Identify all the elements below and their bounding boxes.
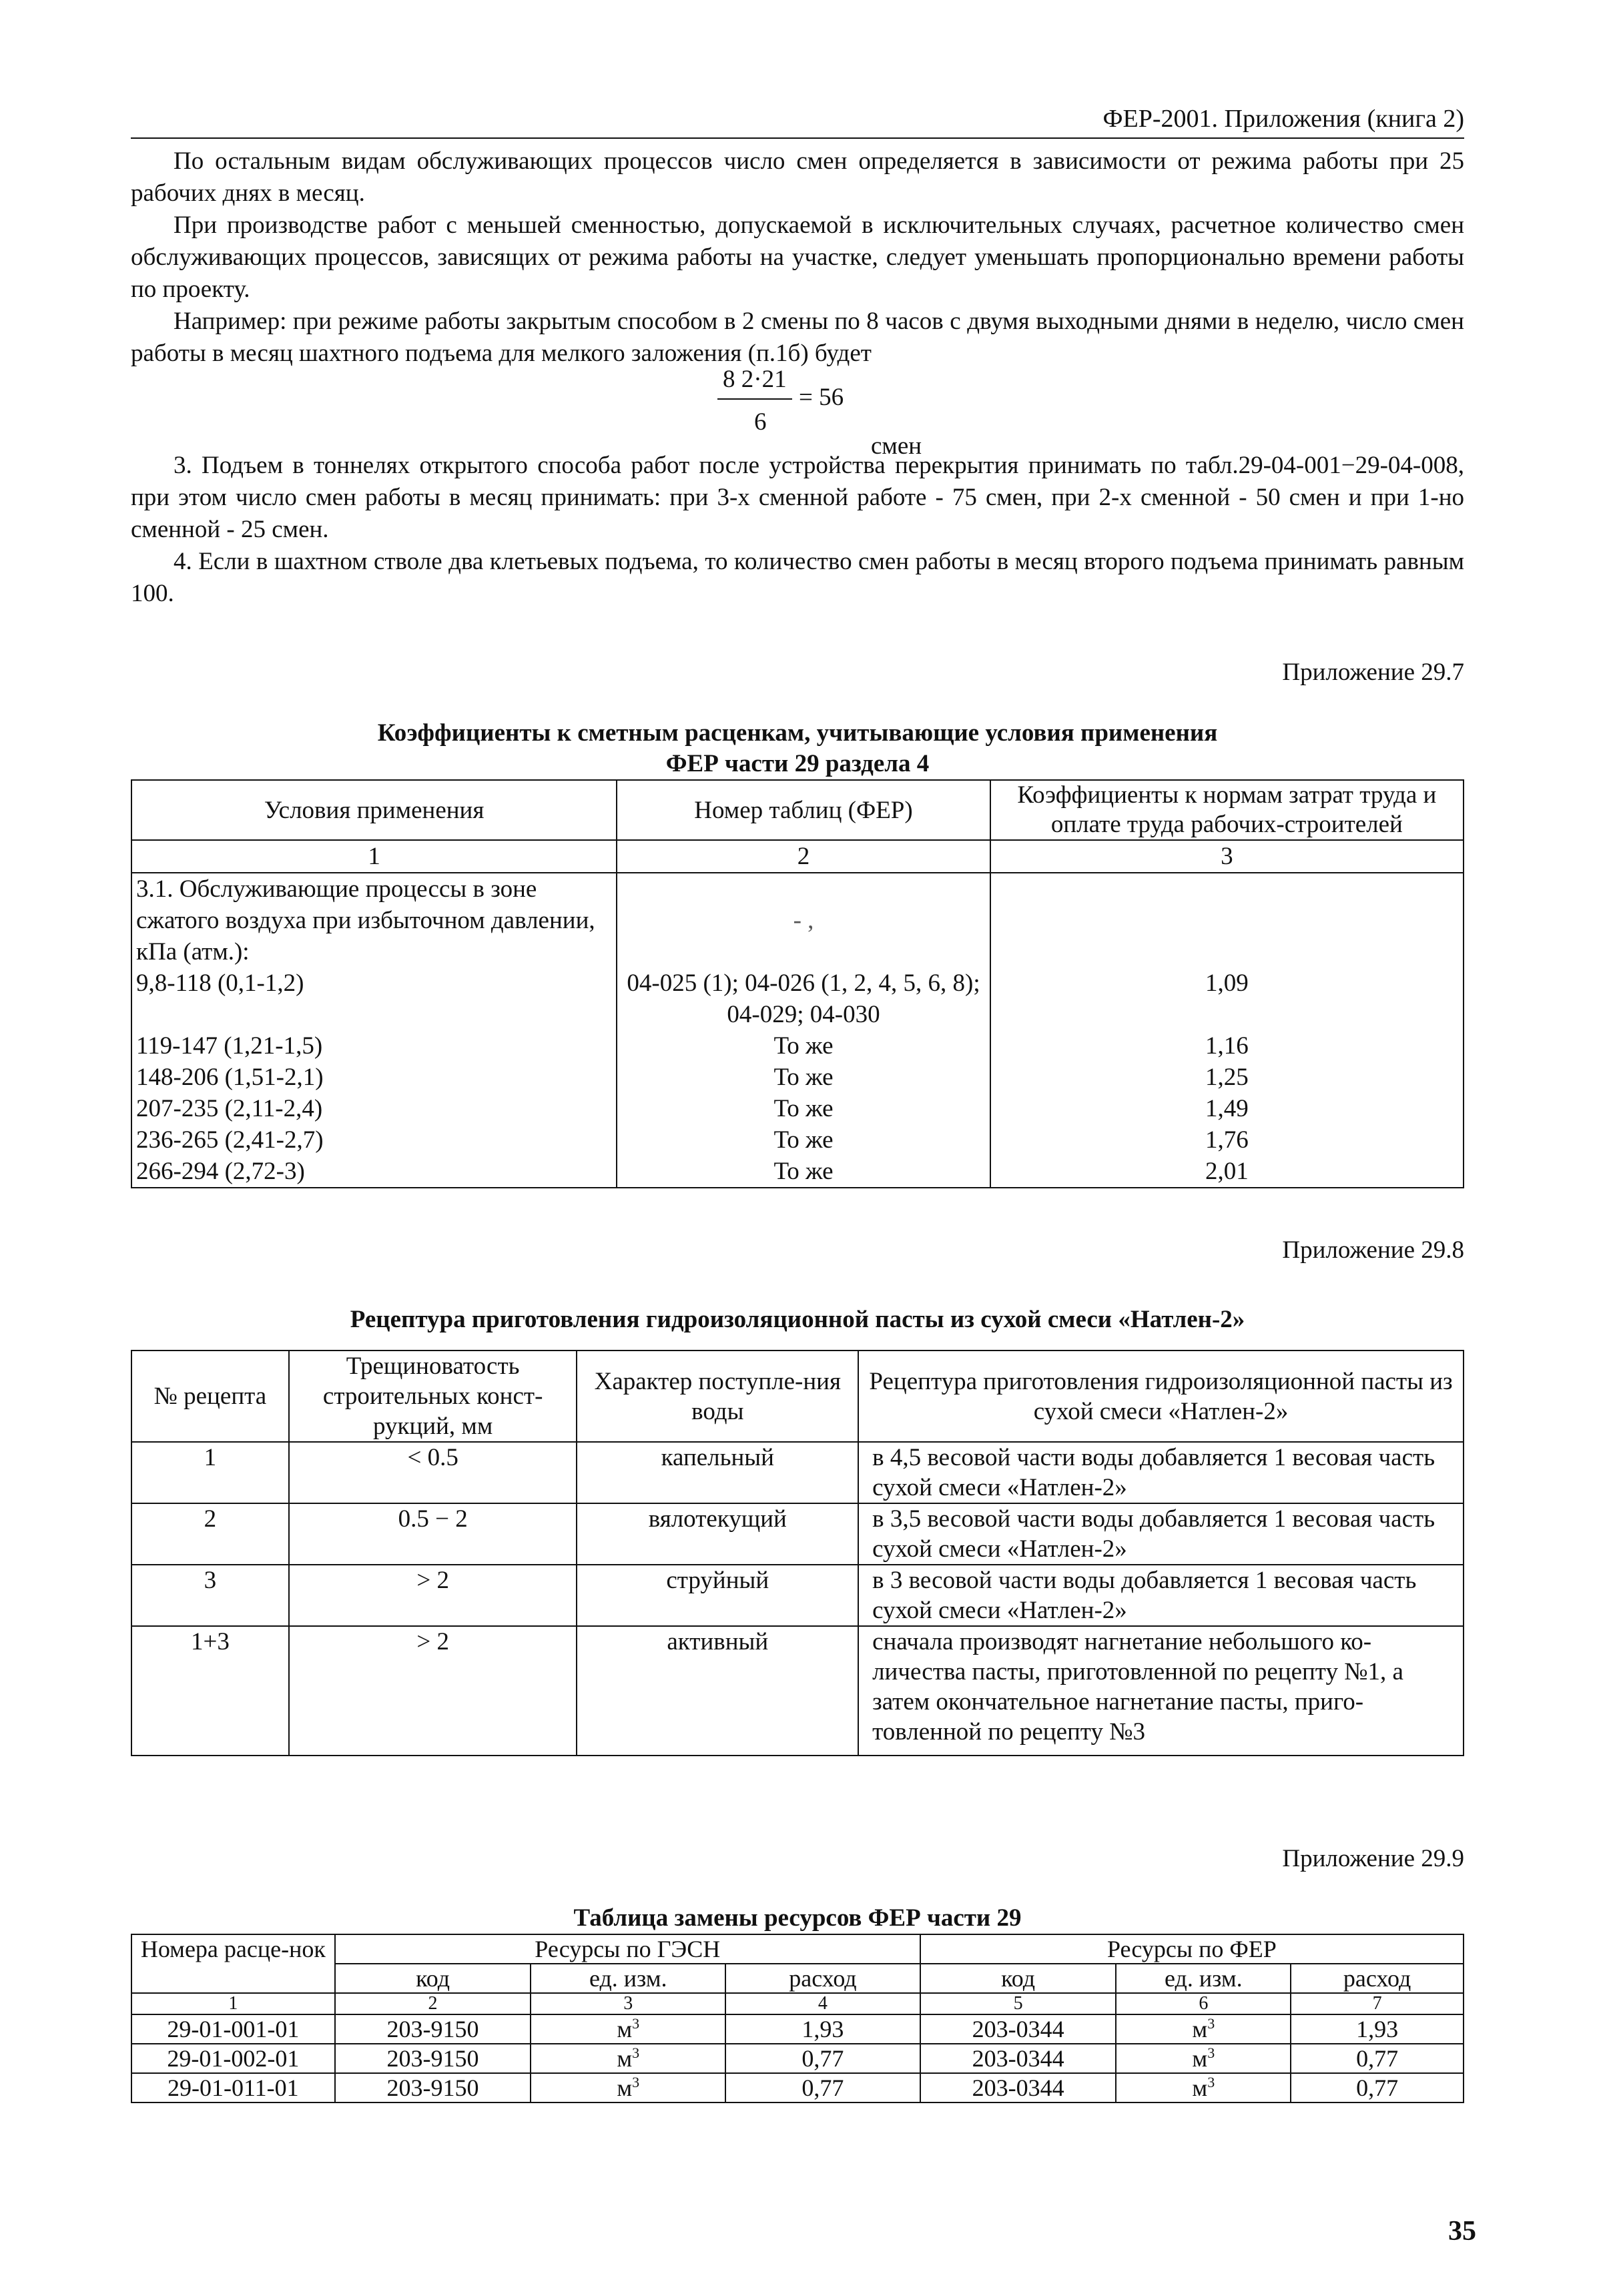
section-row bbox=[131, 873, 1464, 968]
condition-cell: 119-147 (1,21-1,5) bbox=[131, 1030, 617, 1062]
table-header-row bbox=[131, 780, 1464, 840]
gesn-unit: $м^3$ bbox=[531, 2044, 725, 2073]
resource-replacement-table bbox=[131, 1934, 1464, 2103]
appendix-29-8-title: Рецептура приготовления гидроизоляционной пасты из сухой смеси «Натлен-2» bbox=[350, 1306, 1245, 1333]
rate-number: 29-01-001-01 bbox=[131, 2014, 335, 2044]
table-header-row bbox=[131, 1351, 1464, 1442]
condition-cell: 9,8-118 (0,1-1,2) bbox=[131, 968, 617, 1030]
appendix-29-7-title-line2: ФЕР части 29 раздела 4 bbox=[665, 750, 930, 777]
recipe-text: в 4,5 весовой части воды добавляется 1 весовая часть сухой смеси «Натлен-2» bbox=[858, 1442, 1464, 1503]
gesn-quantity: 1,93 bbox=[725, 2014, 920, 2044]
recipe-text: в 3 весовой части воды добавляется 1 весовая часть сухой смеси «Натлен-2» bbox=[858, 1565, 1464, 1626]
subheader-quantity: расход bbox=[725, 1964, 920, 1993]
paragraph-shifts-25-days: По остальным видам обслуживающих процессов число смен определяется в зависимости от режима работы при 25 рабочих днях в месяц. bbox=[131, 147, 1464, 207]
formula-denominator: 6 bbox=[754, 408, 767, 436]
coefficient-cell: 1,76 bbox=[990, 1124, 1464, 1156]
table-number-cell: То же bbox=[617, 1093, 990, 1124]
crack-width: < 0.5 bbox=[289, 1442, 577, 1503]
table-row bbox=[131, 1124, 1464, 1156]
subheader-unit: ед. изм. bbox=[531, 1964, 725, 1993]
formula-numerator: 8 2·21 bbox=[723, 366, 787, 393]
fer-unit: $м^3$ bbox=[1116, 2014, 1291, 2044]
coefficient-cell: 1,09 bbox=[990, 968, 1464, 1030]
condition-cell: 207-235 (2,11-2,4) bbox=[131, 1093, 617, 1124]
fer-code: 203-0344 bbox=[920, 2044, 1116, 2073]
condition-cell: 266-294 (2,72-3) bbox=[131, 1156, 617, 1188]
recipe-text: сначала производят нагнетание небольшого ко-личества пасты, приготовленной по рецепту №1, а затем окончательное нагнетание пасты, приго-товленной по рецепту №3 bbox=[858, 1626, 1464, 1756]
empty-cell bbox=[990, 873, 1464, 968]
page-number: 35 bbox=[1448, 2216, 1476, 2247]
paragraph-reduced-shifts: При производстве работ с меньшей сменностью, допускаемой в исключительных случаях, расчетное количество смен обслуживающих процессов, зависящих от режима работы на участке, следует уменьшать пропорционально времени работы по проекту. bbox=[131, 212, 1464, 303]
recipe-number: 3 bbox=[131, 1565, 289, 1626]
fer-code: 203-0344 bbox=[920, 2014, 1116, 2044]
appendix-29-8-label: Приложение 29.8 bbox=[1282, 1236, 1464, 1264]
col-num: 1 bbox=[131, 1993, 335, 2014]
recipe-number: 2 bbox=[131, 1503, 289, 1565]
formula-result: = 56 bbox=[799, 384, 844, 411]
table-row bbox=[131, 1062, 1464, 1093]
table-row bbox=[131, 1030, 1464, 1062]
gesn-unit: $м^3$ bbox=[531, 2014, 725, 2044]
table-row bbox=[131, 1565, 1464, 1626]
gesn-code: 203-9150 bbox=[335, 2014, 531, 2044]
fer-unit: $м^3$ bbox=[1116, 2073, 1291, 2102]
crack-width: > 2 bbox=[289, 1626, 577, 1756]
water-flow: струйный bbox=[577, 1565, 858, 1626]
table-row bbox=[131, 1626, 1464, 1756]
shift-formula bbox=[717, 364, 922, 460]
col-num: 5 bbox=[920, 1993, 1116, 2014]
col-num: 2 bbox=[335, 1993, 531, 2014]
table-row bbox=[131, 1093, 1464, 1124]
running-header: ФЕР-2001. Приложения (книга 2) bbox=[131, 100, 1464, 139]
fer-quantity: 0,77 bbox=[1291, 2073, 1464, 2102]
coefficients-table bbox=[131, 779, 1464, 1188]
section-label: 3.1. Обслуживающие процессы в зоне сжатого воздуха при избыточном давлении, кПа (атм.): bbox=[131, 873, 617, 968]
table-row bbox=[131, 1156, 1464, 1188]
table-number-cell: 04-025 (1); 04-026 (1, 2, 4, 5, 6, 8); 04-029; 04-030 bbox=[617, 968, 990, 1030]
gesn-code: 203-9150 bbox=[335, 2073, 531, 2102]
header-gesn-resources: Ресурсы по ГЭСН bbox=[335, 1934, 920, 1964]
column-number-row bbox=[131, 840, 1464, 873]
condition-cell: 236-265 (2,41-2,7) bbox=[131, 1124, 617, 1156]
header-conditions: Условия применения bbox=[131, 780, 617, 840]
subheader-code: код bbox=[920, 1964, 1116, 1993]
section-mark: - , bbox=[617, 873, 990, 968]
appendix-29-9-label: Приложение 29.9 bbox=[1282, 1845, 1464, 1872]
crack-width: 0.5 − 2 bbox=[289, 1503, 577, 1565]
coefficient-cell: 2,01 bbox=[990, 1156, 1464, 1188]
gesn-quantity: 0,77 bbox=[725, 2073, 920, 2102]
col-num: 3 bbox=[990, 840, 1464, 873]
paragraph-item-3: 3. Подъем в тоннелях открытого способа работ после устройства перекрытия принимать по табл.29-04-001−29-04-008, при этом число смен работы в месяц принимать: при 3-х сменной работе - 75 смен, при 2-х сменной - 50 смен и при 1-но сменной - 25 смен. bbox=[131, 452, 1464, 543]
water-flow: капельный bbox=[577, 1442, 858, 1503]
coefficient-cell: 1,49 bbox=[990, 1093, 1464, 1124]
condition-cell: 148-206 (1,51-2,1) bbox=[131, 1062, 617, 1093]
col-num: 3 bbox=[531, 1993, 725, 2014]
coefficient-cell: 1,16 bbox=[990, 1030, 1464, 1062]
paragraph-example: Например: при режиме работы закрытым способом в 2 смены по 8 часов с двумя выходными днями в неделю, число смен работы в месяц шахтного подъема для мелкого заложения (п.1б) будет bbox=[131, 308, 1464, 367]
table-row bbox=[131, 968, 1464, 1030]
subheader-unit: ед. изм. bbox=[1116, 1964, 1291, 1993]
formula-unit: смен bbox=[871, 432, 922, 460]
recipe-number: 1+3 bbox=[131, 1626, 289, 1756]
gesn-quantity: 0,77 bbox=[725, 2044, 920, 2073]
header-crack-width: Трещиноватость строительных конст-рукций, мм bbox=[289, 1351, 577, 1442]
col-num: 4 bbox=[725, 1993, 920, 2014]
fer-unit: $м^3$ bbox=[1116, 2044, 1291, 2073]
table-number-cell: То же bbox=[617, 1156, 990, 1188]
col-num: 2 bbox=[617, 840, 990, 873]
col-num: 7 bbox=[1291, 1993, 1464, 2014]
appendix-29-9-title: Таблица замены ресурсов ФЕР части 29 bbox=[573, 1904, 1022, 1932]
coefficient-cell: 1,25 bbox=[990, 1062, 1464, 1093]
recipe-text: в 3,5 весовой части воды добавляется 1 весовая часть сухой смеси «Натлен-2» bbox=[858, 1503, 1464, 1565]
col-num: 6 bbox=[1116, 1993, 1291, 2014]
header-recipe-number: № рецепта bbox=[131, 1351, 289, 1442]
fer-quantity: 1,93 bbox=[1291, 2014, 1464, 2044]
table-row bbox=[131, 2044, 1464, 2073]
water-flow: активный bbox=[577, 1626, 858, 1756]
gesn-code: 203-9150 bbox=[335, 2044, 531, 2073]
crack-width: > 2 bbox=[289, 1565, 577, 1626]
table-row bbox=[131, 1442, 1464, 1503]
table-row bbox=[131, 1503, 1464, 1565]
column-number-row bbox=[131, 1993, 1464, 2014]
table-header-row bbox=[131, 1934, 1464, 1964]
header-table-number: Номер таблиц (ФЕР) bbox=[617, 780, 990, 840]
table-number-cell: То же bbox=[617, 1062, 990, 1093]
rate-number: 29-01-011-01 bbox=[131, 2073, 335, 2102]
table-number-cell: То же bbox=[617, 1030, 990, 1062]
fraction-line bbox=[717, 398, 792, 400]
appendix-29-7-label: Приложение 29.7 bbox=[1282, 659, 1464, 686]
recipe-table bbox=[131, 1350, 1464, 1756]
header-rate-numbers: Номера расце-нок bbox=[131, 1934, 335, 1993]
header-water-flow: Характер поступле-ния воды bbox=[577, 1351, 858, 1442]
subheader-quantity: расход bbox=[1291, 1964, 1464, 1993]
table-row bbox=[131, 2014, 1464, 2044]
fer-quantity: 0,77 bbox=[1291, 2044, 1464, 2073]
subheader-code: код bbox=[335, 1964, 531, 1993]
col-num: 1 bbox=[131, 840, 617, 873]
appendix-29-7-title-line1: Коэффициенты к сметным расценкам, учитывающие условия применения bbox=[377, 719, 1218, 747]
header-recipe: Рецептура приготовления гидроизоляционной пасты из сухой смеси «Натлен-2» bbox=[858, 1351, 1464, 1442]
fer-code: 203-0344 bbox=[920, 2073, 1116, 2102]
recipe-number: 1 bbox=[131, 1442, 289, 1503]
gesn-unit: $м^3$ bbox=[531, 2073, 725, 2102]
header-coefficients: Коэффициенты к нормам затрат труда и оплате труда рабочих-строителей bbox=[990, 780, 1464, 840]
paragraph-item-4: 4. Если в шахтном стволе два клетьевых подъема, то количество смен работы в месяц второго подъема принимать равным 100. bbox=[131, 548, 1464, 607]
water-flow: вялотекущий bbox=[577, 1503, 858, 1565]
rate-number: 29-01-002-01 bbox=[131, 2044, 335, 2073]
table-number-cell: То же bbox=[617, 1124, 990, 1156]
table-row bbox=[131, 2073, 1464, 2102]
header-fer-resources: Ресурсы по ФЕР bbox=[920, 1934, 1464, 1964]
